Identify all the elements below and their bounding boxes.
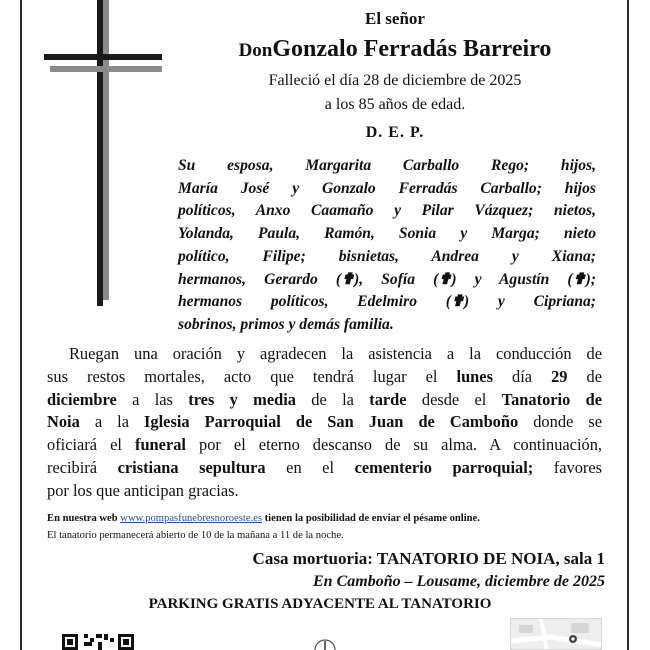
text: sus restos mortales, acto que tendrá lugar el (47, 366, 457, 386)
family-line: Su esposa, Margarita Carballo Rego; hijos, (178, 157, 596, 174)
parking-note: PARKING GRATIS ADYACENTE AL TANATORIO (148, 596, 492, 612)
text: de (567, 366, 602, 386)
cross-shadow-horizontal (50, 66, 162, 72)
body-line: por los que anticipan gracias. (47, 480, 239, 500)
cross-vertical (97, 0, 103, 306)
funeral-home-logo (312, 636, 338, 650)
text: en el (265, 457, 355, 477)
text: por el eterno descanso de su alma. A continuación, (185, 435, 602, 455)
family-line: hermanos políticos, Edelmiro (✟) y Cipriana; (178, 293, 596, 311)
time: tres y media (188, 389, 296, 409)
body-line (47, 434, 602, 457)
left-border-line (20, 0, 22, 650)
day-number: 29 (551, 366, 568, 386)
family-line: políticos, Anxo Caamaño y Pilar Vázquez; nietos, (178, 202, 596, 220)
month: diciembre (47, 389, 117, 409)
honorific: Don (238, 40, 273, 61)
deceased-name (190, 36, 600, 63)
text: donde se (518, 412, 602, 432)
mortuary-location: Casa mortuoria: TANATORIO DE NOIA, sala 1 (252, 549, 605, 568)
place-and-date: En Camboño – Lousame, diciembre de 2025 (313, 573, 605, 590)
family-line: político, Filipe; bisnietas, Andrea y Xiana; (178, 247, 596, 265)
website-link[interactable]: www.pompasfunebresnoroeste.es (120, 513, 262, 524)
text: a las (116, 389, 189, 409)
family-list (178, 155, 596, 337)
day-name: lunes (456, 366, 493, 386)
text: oficiará el (47, 435, 135, 455)
right-border-line (627, 0, 629, 650)
age-at-death: a los 85 años de edad. (324, 96, 466, 113)
family-line: hermanos, Gerardo (✟), Sofía (✟) y Agustín (✟); (178, 270, 596, 288)
ceremony-paragraph (47, 343, 602, 503)
text: desde el (406, 389, 502, 409)
text: tienen la posibilidad de enviar el pésame online. (262, 513, 480, 524)
hours-note: El tanatorio permanecerá abierto de 10 de la mañana a 11 de la noche. (47, 530, 344, 541)
text: a la (79, 412, 145, 432)
qr-code-icon (62, 630, 142, 650)
text: En nuestra web (47, 513, 121, 524)
cemetery: cementerio parroquial; (354, 457, 534, 477)
web-note (47, 513, 607, 524)
text: día (492, 366, 552, 386)
body-line (47, 366, 602, 389)
full-name: Gonzalo Ferradás Barreiro (272, 36, 552, 62)
body-line (47, 389, 602, 412)
rip-label: D. E. P. (365, 124, 425, 141)
location-map[interactable] (510, 618, 602, 650)
cross-horizontal (44, 54, 162, 60)
death-date: Falleció el día 28 de diciembre de 2025 (268, 72, 522, 89)
family-line: Yolanda, Paula, Ramón, Sonia y Marga; nieto (178, 225, 596, 243)
text: favores (533, 457, 602, 477)
funeral: funeral (134, 435, 186, 455)
family-line: María José y Gonzalo Ferradás Carballo; hijos (178, 179, 596, 197)
text: de la (295, 389, 370, 409)
title-el-senor: El señor (365, 9, 425, 28)
time-of-day: tarde (369, 389, 407, 409)
church: Iglesia Parroquial de San Juan de Camboño (144, 412, 519, 432)
body-line (47, 457, 602, 480)
venue: Tanatorio de (501, 389, 602, 409)
burial: cristiana sepultura (117, 457, 266, 477)
family-line: sobrinos, primos y demás familia. (178, 315, 394, 333)
body-line (47, 411, 602, 434)
body-line: Ruegan una oración y agradecen la asistencia a la conducción de (69, 344, 602, 363)
text: recibirá (47, 457, 118, 477)
cross-shadow-vertical (103, 0, 109, 300)
venue-town: Noia (47, 412, 80, 432)
